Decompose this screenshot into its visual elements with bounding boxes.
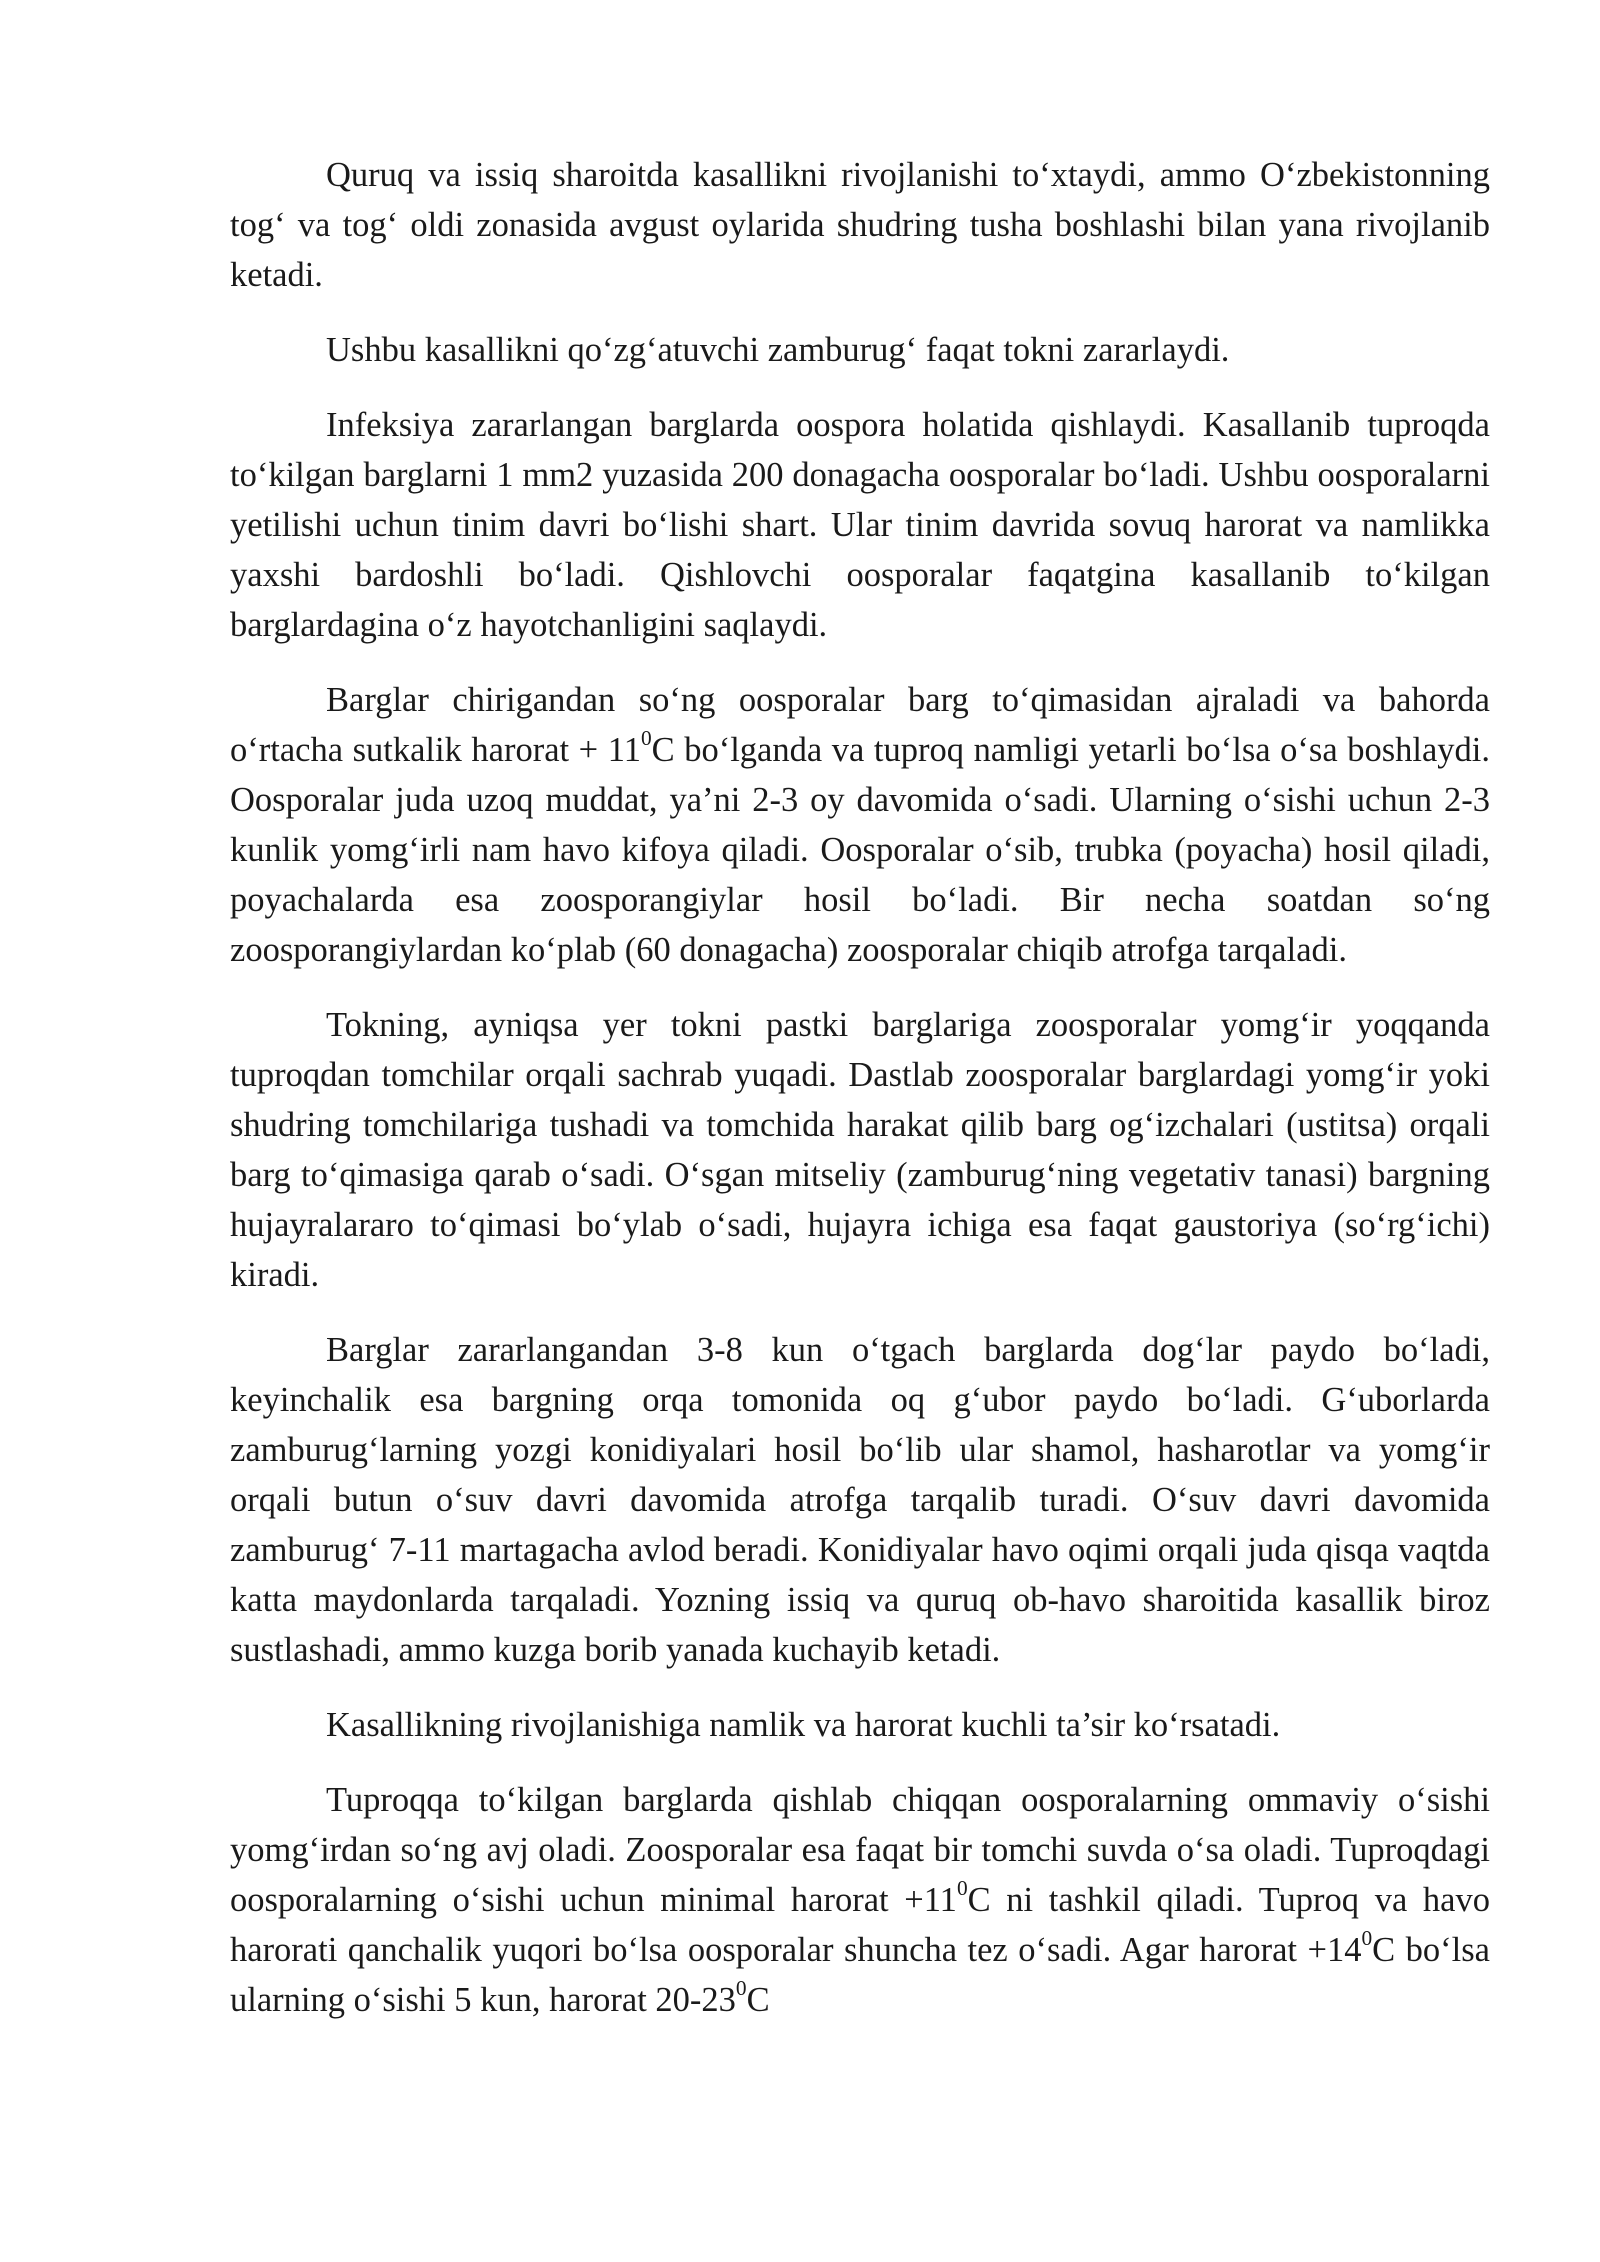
paragraph-6-text: Barglar zararlangandan 3-8 kun o‘tgach barglarda dog‘lar paydo bo‘ladi, keyinchalik esa bargning orqa tomonida oq g‘ubor paydo bo‘ladi. G‘uborlarda zamburug‘larning yozgi konidiyalari hosil bo‘lib ular shamol, hasharotlar va yomg‘ir orqali butun o‘suv davri davomida atrofga tarqalib turadi. O‘suv davri davomida zamburug‘ 7-11 martagacha avlod beradi. Konidiyalar havo oqimi orqali juda qisqa vaqtda katta maydonlarda tarqaladi. Yozning issiq va quruq ob-havo sharoitida kasallik biroz sustlashadi, ammo kuzga borib yanada kuchayib ketadi. bbox=[230, 1331, 1490, 1669]
paragraph-4 bbox=[230, 675, 1490, 975]
paragraph-1-text: Quruq va issiq sharoitda kasallikni rivojlanishi to‘xtaydi, ammo O‘zbekistonning tog‘ va tog‘ oldi zonasida avgust oylarida shudring tusha boshlashi bilan yana rivojlanib ketadi. bbox=[230, 156, 1490, 294]
paragraph-5-text: Tokning, ayniqsa yer tokni pastki barglariga zoosporalar yomg‘ir yoqqanda tuproqdan tomchilar orqali sachrab yuqadi. Dastlab zoosporalar barglardagi yomg‘ir yoki shudring tomchilariga tushadi va tomchida harakat qilib barg og‘izchalari (ustitsa) orqali barg to‘qimasiga qarab o‘sadi. O‘sgan mitseliy (zamburug‘ning vegetativ tanasi) bargning hujayralararo to‘qimasi bo‘ylab o‘sadi, hujayra ichiga esa faqat gaustoriya (so‘rg‘ichi) kiradi. bbox=[230, 1006, 1490, 1294]
paragraph-8-text-a: Tuproqqa to‘kilgan barglarda qishlab chiqqan oosporalarning ommaviy o‘sishi yomg‘irdan so‘ng avj oladi. Zoosporalar esa faqat bir tomchi suvda o‘sa oladi. Tuproqdagi oosporalarning o‘sishi uchun minimal harorat +11 bbox=[230, 1781, 1490, 1919]
paragraph-2 bbox=[230, 325, 1490, 375]
paragraph-8-text-d: C bbox=[746, 1981, 770, 2019]
paragraph-7 bbox=[230, 1700, 1490, 1750]
paragraph-2-text: Ushbu kasallikni qo‘zg‘atuvchi zamburug‘ faqat tokni zararlaydi. bbox=[326, 331, 1230, 369]
degree-superscript: 0 bbox=[735, 1975, 747, 2000]
degree-superscript: 0 bbox=[640, 725, 652, 750]
paragraph-5 bbox=[230, 1000, 1490, 1300]
paragraph-6 bbox=[230, 1325, 1490, 1675]
paragraph-8-text-c: C bo‘lsa ularning o‘sishi 5 kun, harorat 20-23 bbox=[230, 1931, 1490, 2019]
paragraph-4-text-b: C bo‘lganda va tuproq namligi yetarli bo‘lsa o‘sa boshlaydi. Oosporalar juda uzoq muddat, ya’ni 2-3 oy davomida o‘sadi. Ularning o‘sishi uchun 2-3 kunlik yomg‘irli nam havo kifoya qiladi. Oosporalar o‘sib, trubka (poyacha) hosil qiladi, poyachalarda esa zoosporangiylar hosil bo‘ladi. Bir necha soatdan so‘ng zoosporangiylardan ko‘plab (60 donagacha) zoosporalar chiqib atrofga tarqaladi. bbox=[230, 731, 1490, 969]
degree-superscript: 0 bbox=[1361, 1925, 1373, 1950]
paragraph-8 bbox=[230, 1775, 1490, 2025]
degree-superscript: 0 bbox=[956, 1875, 968, 1900]
paragraph-7-text: Kasallikning rivojlanishiga namlik va harorat kuchli ta’sir ko‘rsatadi. bbox=[326, 1706, 1281, 1744]
paragraph-3-text: Infeksiya zararlangan barglarda oospora holatida qishlaydi. Kasallanib tuproqda to‘kilgan barglarni 1 mm2 yuzasida 200 donagacha oosporalar bo‘ladi. Ushbu oosporalarni yetilishi uchun tinim davri bo‘lishi shart. Ular tinim davrida sovuq harorat va namlikka yaxshi bardoshli bo‘ladi. Qishlovchi oosporalar faqatgina kasallanib to‘kilgan barglardagina o‘z hayotchanligini saqlaydi. bbox=[230, 406, 1490, 644]
paragraph-8-text-b: C ni tashkil qiladi. Tuproq va havo harorati qanchalik yuqori bo‘lsa oosporalar shuncha tez o‘sadi. Agar harorat +14 bbox=[230, 1881, 1490, 1969]
paragraph-1 bbox=[230, 150, 1490, 300]
document-page bbox=[230, 150, 1490, 2050]
paragraph-3 bbox=[230, 400, 1490, 650]
paragraph-4-text-a: Barglar chirigandan so‘ng oosporalar barg to‘qimasidan ajraladi va bahorda o‘rtacha sutkalik harorat + 11 bbox=[230, 681, 1490, 769]
